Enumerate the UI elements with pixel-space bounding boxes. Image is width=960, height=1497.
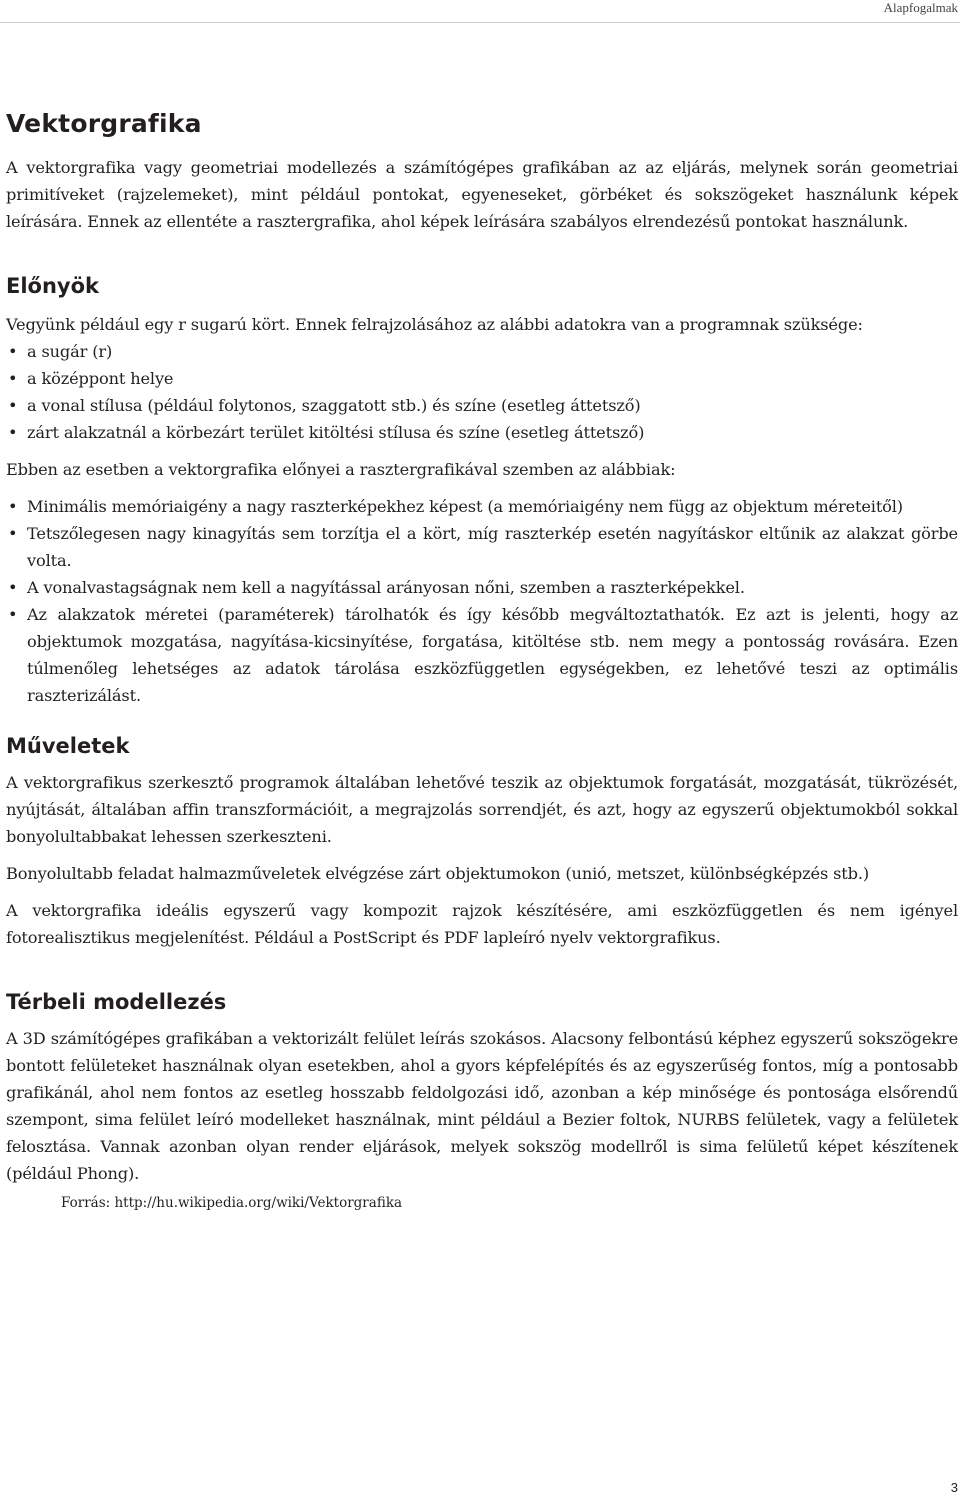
list-item: • a vonal stílusa (például folytonos, szaggatott stb.) és színe (esetleg áttetsző) [6, 392, 958, 419]
page-title: Vektorgrafika [6, 109, 202, 138]
operations-paragraph: A vektorgrafika ideális egyszerű vagy kompozit rajzok készítésére, ami eszközfüggetlen és nem igényel fotorealisztikus megjelenítést. Például a PostScript és PDF lapleíró nyelv vektorgrafikus. [6, 901, 958, 947]
spatial-paragraph: A 3D számítógépes grafikában a vektorizált felület leírás szokásos. Alacsony felbontású képhez egyszerű sokszögekre bontott felületeket használnak olyan esetekben, ahol a gyors képfelépítés és az egyszerűség fontos, míg a pontosabb grafikánál, ahol nem fontos az esetleg hosszabb feldolgozási idő, azonban a kép minősége és pontosága elsőrendű szempont, sima felület leíró modelleket használnak, mint például a Bezier foltok, NURBS felületek, vagy a felületek felosztása. Vannak azonban olyan render eljárások, melyek sokszög modellről is sima felületű képet készítenek (például Phong). [6, 1029, 958, 1183]
running-header-title: Alapfogalmak [883, 0, 958, 15]
list-item: • a középpont helye [6, 365, 958, 392]
intro-paragraph: A vektorgrafika vagy geometriai modellezés a számítógépes grafikában az az eljárás, melynek során geometriai primitíveket (rajzelemeket), mint például pontokat, egyeneseket, görbéket és sokszögeket használunk képek leírására. Ennek az ellentéte a rasztergrafika, ahol képek leírására szabályos elrendezésű pontokat használunk. [6, 158, 958, 231]
section-heading-spatial: Térbeli modellezés [6, 990, 227, 1014]
page-header [0, 0, 960, 23]
section-heading-advantages: Előnyök [6, 274, 100, 298]
list-item: • a sugár (r) [6, 338, 958, 365]
list-item: • A vonalvastagságnak nem kell a nagyítással arányosan nőni, szemben a raszterképekkel. [6, 574, 958, 601]
list-item: • zárt alakzatnál a körbezárt terület kitöltési stílusa és színe (esetleg áttetsző) [6, 419, 958, 446]
circle-data-list [6, 338, 958, 446]
advantages-intro: Vegyünk például egy r sugarú kört. Ennek felrajzolásához az alábbi adatokra van a programnak szüksége: [6, 315, 863, 334]
benefits-list [6, 493, 958, 709]
page-number: 3 [950, 1480, 958, 1495]
section-heading-operations: Műveletek [6, 734, 130, 758]
list-item: • Minimális memóriaigény a nagy raszterképekhez képest (a memóriaigény nem függ az objektum méreteitől) [6, 493, 958, 520]
source-citation: Forrás: http://hu.wikipedia.org/wiki/Vektorgrafika [61, 1195, 403, 1211]
comparison-intro: Ebben az esetben a vektorgrafika előnyei a rasztergrafikával szemben az alábbiak: [6, 460, 676, 479]
list-item: • Tetszőlegesen nagy kinagyítás sem torzítja el a kört, míg raszterkép esetén nagyításkor eltűnik az alakzat görbe volta. [6, 520, 958, 574]
list-item: • Az alakzatok méretei (paraméterek) tárolhatók és így később megváltoztathatók. Ez azt is jelenti, hogy az objektumok mozgatása, nagyítása-kicsinyítése, forgatása, kitöltése stb. nem megy a pontosság rovására. Ezen túlmenőleg lehetséges az adatok tárolása eszközfüggetlen egységekben, ez lehetővé teszi az optimális raszterizálást. [6, 601, 958, 709]
operations-paragraph: A vektorgrafikus szerkesztő programok általában lehetővé teszik az objektumok forgatását, mozgatását, tükrözését, nyújtását, általában affin transzformációit, a megrajzolás sorrendjét, és azt, hogy az egyszerű objektumokból sokkal bonyolultabbakat lehessen szerkeszteni. [6, 773, 958, 846]
operations-paragraph: Bonyolultabb feladat halmazműveletek elvégzése zárt objektumokon (unió, metszet, különbségképzés stb.) [6, 864, 869, 883]
article-body [6, 106, 958, 1213]
